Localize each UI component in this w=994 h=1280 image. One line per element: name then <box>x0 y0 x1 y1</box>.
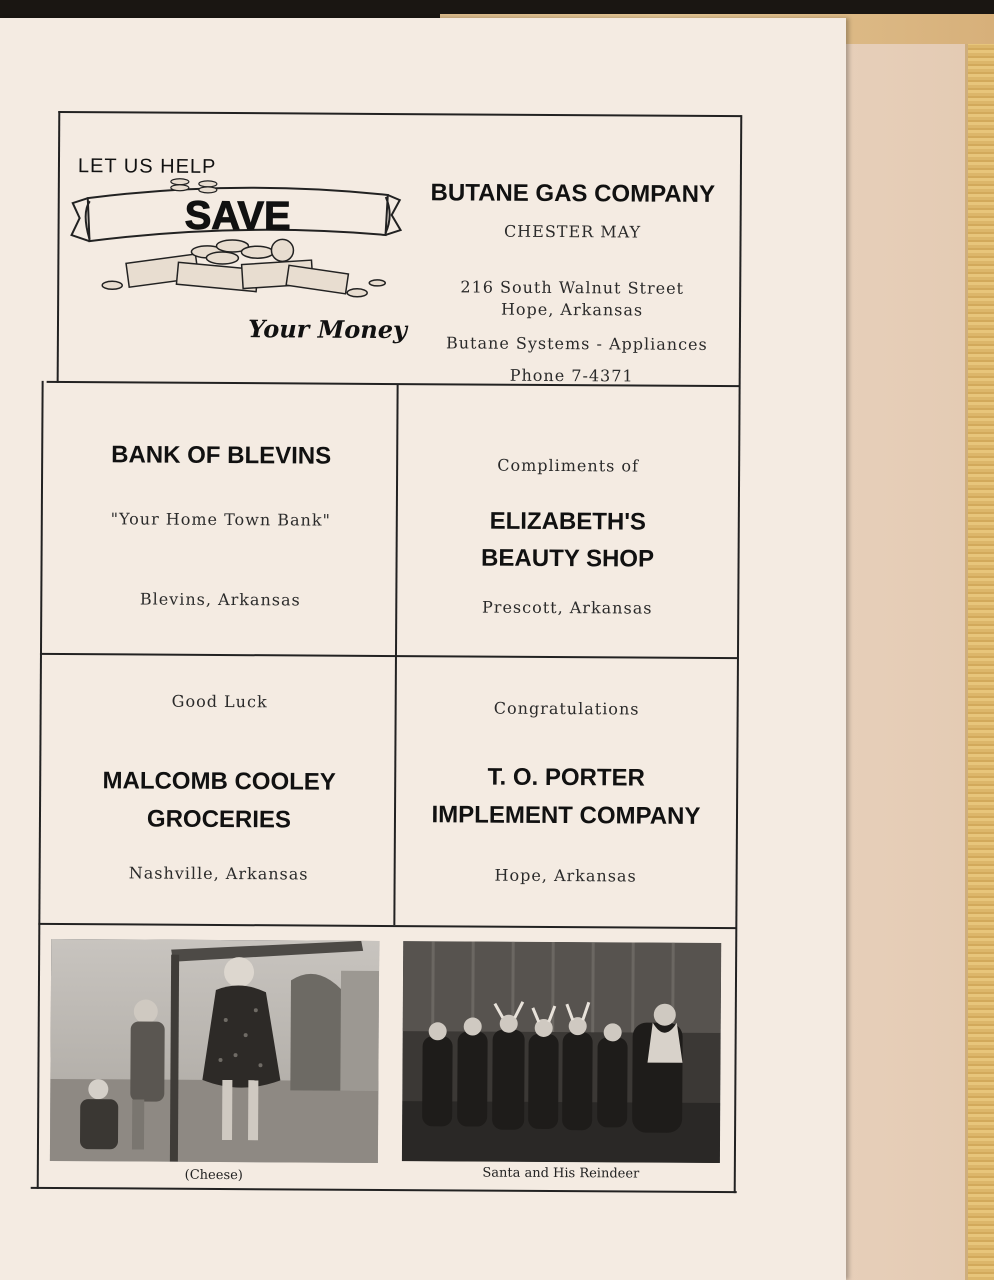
butane-address-street: 216 South Walnut Street <box>460 277 685 298</box>
bank-location: Blevins, Arkansas <box>139 589 301 610</box>
cooley-name-line1: MALCOMB COOLEY <box>102 767 336 796</box>
santa-reindeer-photo-image <box>402 941 721 1163</box>
grid-line <box>37 381 44 1189</box>
ad-grid <box>37 111 740 1193</box>
yearbook-page <box>0 18 846 1280</box>
grid-line <box>57 111 61 383</box>
elizabeth-intro: Compliments of <box>497 455 640 476</box>
cheese-photo-image <box>50 939 379 1163</box>
santa-caption: Santa and His Reindeer <box>482 1165 640 1182</box>
binder-edge <box>968 44 994 1280</box>
slogan-bottom: Your Money <box>248 314 408 345</box>
save-money-illustration <box>67 173 403 305</box>
cooley-name-line2: GROCERIES <box>146 805 292 834</box>
grid-line <box>58 111 741 117</box>
grid-line <box>734 115 743 1193</box>
grid-line <box>40 653 738 659</box>
elizabeth-location: Prescott, Arkansas <box>481 597 653 618</box>
santa-reindeer-photo <box>402 941 721 1163</box>
butane-phone: Phone 7-4371 <box>509 365 634 386</box>
save-word: SAVE <box>184 193 291 239</box>
cooley-intro: Good Luck <box>171 691 268 712</box>
butane-owner: CHESTER MAY <box>503 221 642 242</box>
bank-tagline: "Your Home Town Bank" <box>110 509 332 530</box>
elizabeth-name-line2: BEAUTY SHOP <box>481 544 655 573</box>
grid-line <box>31 1187 737 1193</box>
slogan-top: LET US HELP <box>77 155 217 178</box>
porter-location: Hope, Arkansas <box>494 865 637 886</box>
porter-name-line2: IMPLEMENT COMPANY <box>431 801 701 830</box>
butane-address-city: Hope, Arkansas <box>500 299 644 320</box>
butane-services: Butane Systems - Appliances <box>445 333 708 354</box>
grid-line <box>38 923 736 929</box>
bank-name: BANK OF BLEVINS <box>111 441 332 470</box>
butane-company-name: BUTANE GAS COMPANY <box>430 179 716 208</box>
porter-name-line1: T. O. PORTER <box>487 763 645 792</box>
cooley-location: Nashville, Arkansas <box>128 863 309 884</box>
porter-intro: Congratulations <box>493 698 640 719</box>
cheese-photo <box>50 939 379 1163</box>
elizabeth-name-line1: ELIZABETH'S <box>489 507 647 536</box>
cheese-caption: (Cheese) <box>184 1167 243 1184</box>
